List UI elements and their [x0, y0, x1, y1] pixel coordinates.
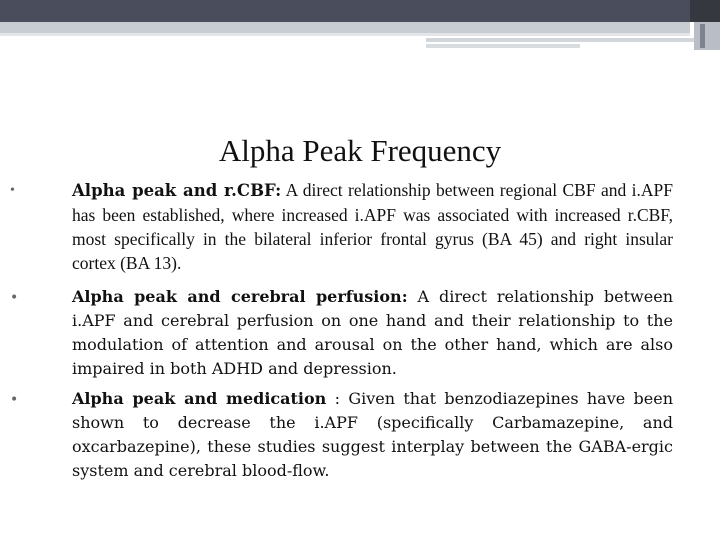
bullet-heading: Alpha peak and r.CBF:: [72, 181, 282, 200]
bullet-item: [10, 178, 673, 275]
corner-decoration: [694, 22, 720, 50]
corner-decoration-line: [700, 24, 705, 48]
top-decoration-bar: [0, 0, 720, 22]
bullet-text: : Given that benzodiazepines have been shown to decrease the i.APF (specifically Carbamazepine, and oxcarbazepine), these studies suggest interplay between the GABA-ergic system and cerebral blood-flow.: [72, 389, 673, 480]
bullet-dot-icon: •: [10, 183, 15, 198]
bullet-heading: Alpha peak and medication: [72, 389, 327, 408]
slide-title: Alpha Peak Frequency: [218, 132, 502, 168]
bullet-item: [10, 387, 673, 483]
bullet-text: A direct relationship between regional CBF and i.APF has been established, where increased i.APF was associated with increased r.CBF, most specifically in the bilateral inferior frontal gyrus (BA 45) and right insular cortex (BA 13).: [72, 180, 673, 273]
accent-stripe: [0, 22, 690, 33]
bullet-text: A direct relationship between i.APF and cerebral perfusion on one hand and their relationship to the modulation of attention and arousal on the other hand, which are also impaired in both ADHD and depression.: [72, 287, 673, 378]
bullet-heading: Alpha peak and cerebral perfusion:: [72, 287, 408, 306]
bullet-dot-icon: •: [10, 392, 19, 408]
bullet-item: [10, 285, 673, 381]
accent-stripe-thin: [0, 33, 690, 36]
bullet-dot-icon: •: [10, 290, 19, 306]
accent-line: [426, 38, 694, 42]
top-decoration-corner: [690, 0, 720, 22]
bullet-list: [10, 178, 673, 489]
accent-line-short: [426, 44, 580, 48]
